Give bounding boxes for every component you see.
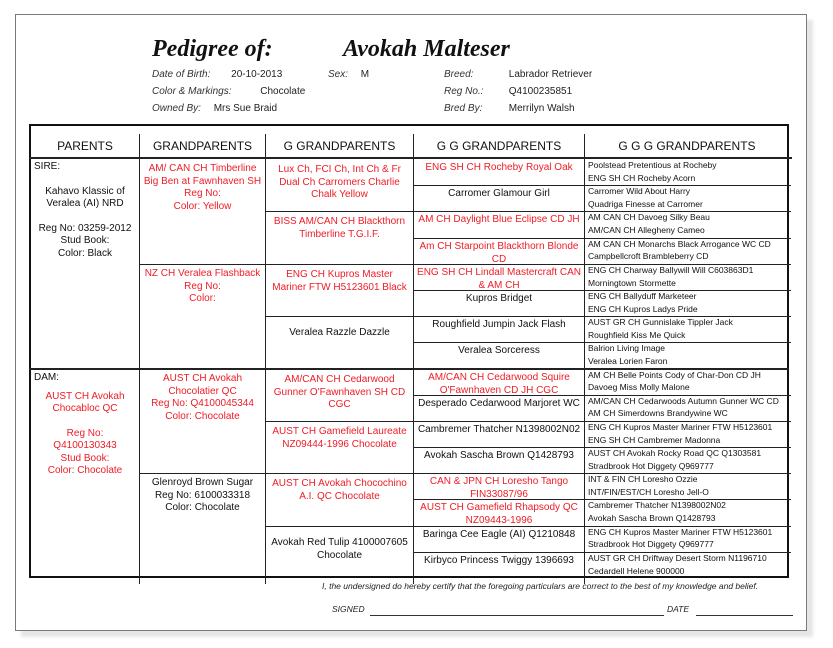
col-header-parents: PARENTS [57,139,113,153]
sire-cell [31,159,139,368]
ggg-grandparent-item: Poolstead Pretentious at Rocheby [588,160,717,170]
ggg-grandparent-item: AUST CH Avokah Rocky Road QC Q1303581 [588,448,762,458]
gg-grandparent-cell: ENG SH CH Lindall Mastercraft CAN & AM CH [417,267,581,290]
grandparent-color: Color: Yellow [173,200,232,212]
signed-label: SIGNED [332,604,365,614]
gg-grandparent-cell: Am CH Starpoint Blackthorn Blonde CD [419,241,579,264]
row-divider [266,421,413,422]
ggg-grandparent-item: Carromer Wild About Harry [588,186,691,196]
row-divider [266,316,413,317]
ggg-grandparent-item: Davoeg Miss Molly Malone [588,382,690,392]
reg-row [444,86,572,97]
ggg-grandparent-item: AUST GR CH Driftway Desert Storm N1196710 [588,553,767,563]
dob-value: 20-10-2013 [231,69,283,80]
grandparent-reg: Reg No: 6100033318 [154,489,251,501]
dam-name: AUST CH Avokah Chocabloc QC [45,390,125,414]
g-grandparent-cell: Lux Ch, FCI Ch, Int Ch & Fr Dual Ch Carromers Charlie Chalk Yellow [278,164,401,200]
sire-color: Color: Black [58,247,112,259]
gg-grandparent-cell: ENG SH CH Rocheby Royal Oak [425,162,573,173]
ggg-grandparent-item: INT/FIN/EST/CH Loresho Jell-O [588,487,709,497]
breeder-value: Merrilyn Walsh [508,103,575,114]
gg-grandparent-cell: AUST CH Gamefield Rhapsody QC NZ09443-1996 [420,502,578,525]
date-label: DATE [667,604,690,614]
ggg-grandparent-item: Stradbrook Hot Diggety Q969777 [588,539,714,549]
ggg-grandparent-item: Quadriga Finesse at Carromer [588,199,703,209]
page-title: Pedigree of: [152,36,273,62]
dam-reg-label: Reg No: [66,427,104,439]
grandparent-cell [140,371,265,476]
grandparent-reg: Reg No: Q4100045344 [151,398,254,409]
breed-row [444,69,592,80]
gg-grandparent-cell: Avokah Sascha Brown Q1428793 [424,450,574,461]
ggg-grandparent-item: Cedardell Helene 900000 [588,566,685,576]
ggg-grandparent-item: Morningtown Stormette [588,278,676,288]
breeder-label: Bred By: [444,103,483,114]
sire-name: Kahavo Klassic of Veralea (AI) NRD [45,185,125,209]
grandparent-cell [140,266,265,371]
certification-text: I, the undersigned do hereby certify that the foregoing particulars are correct to the best of my knowledge and belief. [322,581,759,591]
g-grandparent-cell: AUST CH Gamefield Laureate NZ09444-1996 Chocolate [272,426,407,450]
ggg-grandparent-item: AM/CAN CH Cedarwoods Autumn Gunner WC CD [588,396,779,406]
ggg-grandparent-item: AM CAN CH Davoeg Silky Beau [588,212,710,222]
ggg-grandparent-item: Veralea Lorien Faron [588,356,668,366]
dam-stud: Stud Book: [60,452,110,464]
g-grandparent-cell: BISS AM/CAN CH Blackthorn Timberline T.G.I.F. [273,216,406,240]
g-grandparent-cell: Avokah Red Tulip 4100007605 Chocolate [271,537,408,561]
ggg-grandparent-item: ENG CH Charway Ballywill Will C603863D1 [588,265,754,275]
row-divider [266,211,413,212]
ggg-grandparent-item: INT & FIN CH Loresho Ozzie [588,474,698,484]
g-grandparent-cell: AUST CH Avokah Chocochino A.I. QC Chocolate [272,478,407,502]
breeder-row [444,103,575,114]
ggg-grandparent-item: Balrion Living Image [588,343,666,353]
gg-grandparent-cell: Kirbyco Princess Twiggy 1396693 [424,555,574,566]
ggg-grandparent-item: ENG CH Kupros Ladys Pride [588,304,698,314]
grandparent-color: Color: [189,293,216,304]
gg-grandparent-cell: AM CH Daylight Blue Eclipse CD JH [418,214,580,225]
sire-stud: Stud Book: [60,235,110,246]
sex-row [328,69,369,80]
sex-value: M [360,69,370,80]
dam-reg: Q4100130343 [53,440,117,451]
ggg-grandparent-item: Avokah Sascha Brown Q1428793 [588,513,716,523]
row-divider [266,473,413,474]
g-grandparent-cell: ENG CH Kupros Master Mariner FTW H5123601 Black [272,269,407,293]
grandparent-name: Glenroyd Brown Sugar [151,477,254,488]
grandparent-reg: Reg No: [184,188,221,199]
breed-value: Labrador Retriever [508,69,593,80]
sex-label: Sex: [328,69,349,80]
gg-grandparent-cell: Cambremer Thatcher N1398002N02 [417,424,581,435]
ggg-grandparent-item: AM/CAN CH Allegheny Cameo [588,225,705,235]
grandparent-color: Color: Chocolate [165,502,240,513]
dob-row [152,69,282,80]
owner-row [152,103,277,114]
ggg-grandparent-item: ENG SH CH Rocheby Acorn [588,173,696,183]
owner-label: Owned By: [152,103,201,114]
gg-grandparent-cell: Kupros Bridget [465,293,533,304]
gg-grandparent-cell: Carromer Glamour Girl [448,188,550,199]
reg-label: Reg No.: [444,86,484,97]
ggg-grandparent-item: AM CH Belle Points Cody of Char-Don CD JH [588,370,761,380]
row-divider [266,526,413,527]
ggg-grandparent-item: Cambremer Thatcher N1398002N02 [588,500,726,510]
dam-role: DAM: [34,372,59,383]
ggg-grandparent-item: AM CAN CH Monarchs Black Arrogance WC CD [588,239,771,249]
col-header-g-grandparents: G GRANDPARENTS [283,139,396,153]
date-line[interactable] [696,615,793,616]
grandparent-color: Color: Chocolate [165,410,240,422]
ggg-grandparent-item: Roughfield Kiss Me Quick [588,330,686,340]
grandparent-name: AM/ CAN CH Timberline Big Ben at Fawnhaven SH [143,163,262,187]
ggg-grandparent-item: ENG CH Kupros Master Mariner FTW H5123601 [588,527,773,537]
col-header-gg-grandparents: G G GRANDPARENTS [436,139,562,153]
dam-color: Color: Chocolate [47,465,123,476]
grandparent-name: AUST CH Avokah Chocolatier QC [162,373,243,397]
row-divider [140,264,265,265]
grandparent-reg: Reg No: [184,280,221,292]
ggg-grandparent-item: ENG CH Ballyduff Marketeer [588,291,697,301]
row-divider [140,473,265,474]
ggg-grandparent-item: Stradbrook Hot Diggety Q969777 [588,461,714,471]
ggg-grandparent-item: ENG CH Kupros Master Mariner FTW H5123601 [588,422,773,432]
ggg-grandparent-item: Campbellcroft Brambleberry CD [588,251,709,261]
ggg-grandparent-item: AUST GR CH Gunnislake Tippler Jack [588,317,733,327]
dob-label: Date of Birth: [152,69,211,80]
ggg-grandparent-item: AM CH Simerdowns Brandywine WC [588,408,728,418]
dam-cell [31,370,139,578]
color-label: Color & Markings: [152,86,232,97]
sire-role: SIRE: [34,161,61,172]
g-grandparent-cell: Veralea Razzle Dazzle [289,327,390,338]
col-header-ggg-grandparents: G G G GRANDPARENTS [618,139,756,153]
grandparent-cell [140,161,265,266]
breed-label: Breed: [444,69,474,80]
gg-grandparent-cell: AM/CAN CH Cedarwood Squire O'Fawnhaven CD JH CGC [428,372,570,395]
sire-reg: Reg No: 03259-2012 [38,222,132,234]
grandparent-cell [140,475,265,580]
gg-grandparent-cell: Roughfield Jumpin Jack Flash [432,319,566,330]
dog-name: Avokah Malteser [343,36,510,62]
col-header-grandparents: GRANDPARENTS [152,139,253,153]
signature-line[interactable] [370,615,664,616]
gg-grandparent-cell: CAN & JPN CH Loresho Tango FIN33087/96 [429,476,569,499]
row-divider [266,264,413,265]
color-value: Chocolate [260,86,306,97]
ggg-grandparent-item: ENG SH CH Cambremer Madonna [588,435,721,445]
gg-grandparent-cell: Baringa Cee Eagle (AI) Q1210848 [422,529,576,540]
grandparent-name: NZ CH Veralea Flashback [144,268,261,279]
owner-value: Mrs Sue Braid [213,103,278,114]
gg-grandparent-cell: Desperado Cedarwood Marjoret WC [418,398,580,409]
g-grandparent-cell: AM/CAN CH Cedarwood Gunner O'Fawnhaven SH CD CGC [273,374,406,410]
gg-grandparent-cell: Veralea Sorceress [458,345,540,356]
reg-value: Q4100235851 [508,86,573,97]
color-row [152,86,305,97]
